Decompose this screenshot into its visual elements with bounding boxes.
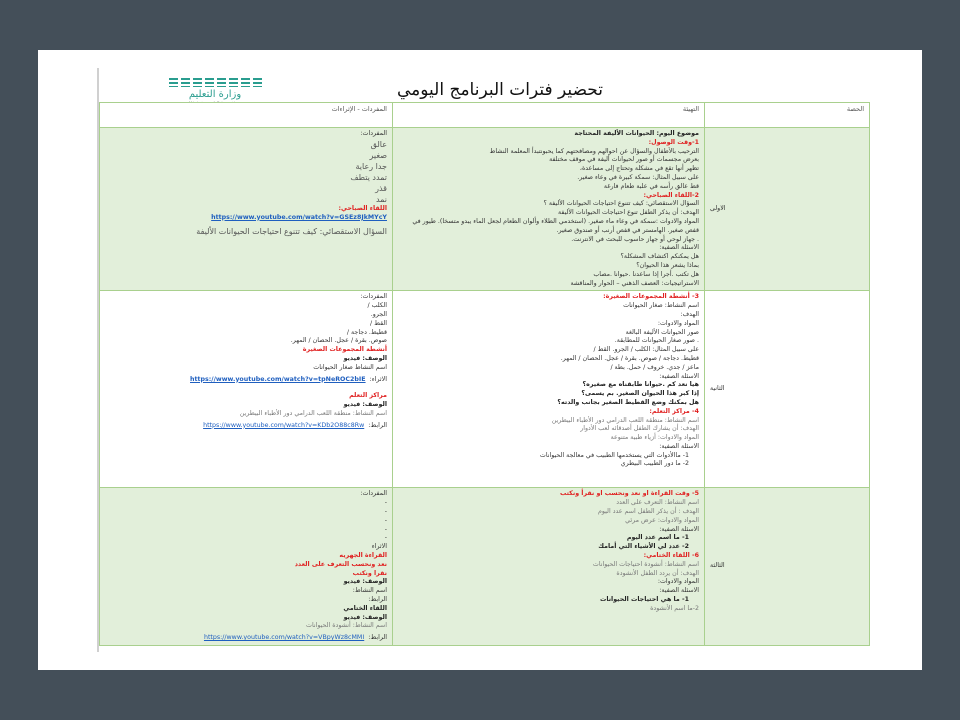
text-line: الهدف : أن يذكر الطفل اسم عدد اليوم	[597, 507, 699, 515]
warmup-cell	[393, 291, 705, 488]
enrich-label: الاثراء:	[369, 375, 387, 383]
video-link[interactable]: https://www.youtube.com/watch?v=KDb2O88c8Rw	[203, 421, 365, 429]
vocab-cell	[100, 291, 393, 488]
section-title: 1-وقت الوصول:	[648, 138, 699, 146]
period-cell: الاولى	[705, 128, 870, 291]
vocab-word: عالق	[370, 139, 387, 149]
text-line: المواد والادوات :سمكة في وعاء ماء صغير. (استخدمي الطلاء وألوان الطعام لجعل الماء يبدو متسخا). طيور في قفص صغير. الهامستر في قفص أرنب أو صندوق صغير.	[412, 217, 699, 234]
text-line: على سبيل المثال: الكلب / الجرو. القط /	[593, 346, 699, 354]
link-label: الرابط:	[368, 595, 387, 603]
vocab-word: الجرو.	[370, 310, 387, 318]
text-line: الترحيب بالأطفال والسؤال عن احوالهم ومصافحتهم كما يحبونتبدأ المعلمة النشاط	[489, 147, 699, 155]
text-line: على سبيل المثال: سمكة كبيرة في وعاء صغير.	[577, 173, 699, 181]
period-cell: الثالثة	[705, 488, 870, 646]
text-line: الاسئلة الصفية:	[659, 442, 699, 450]
vocab-label: المفردات:	[360, 293, 387, 301]
text-line: المواد والادوات:	[657, 319, 699, 327]
section-title: 6- اللقاء الختامي:	[643, 551, 699, 559]
vocab-word: الكلب /	[367, 302, 387, 310]
text-line: الاسئلة الصفية:	[659, 372, 699, 380]
table-header-row	[100, 103, 870, 128]
enrich-label: الاثراء	[371, 543, 387, 551]
text-line: المواد والادوات:	[657, 578, 699, 586]
warmup-cell	[393, 488, 705, 646]
vocab-cell	[100, 488, 393, 646]
text-line: . جهاز لوحي أو جهاز حاسوب للبحث في الانترنت.	[571, 235, 699, 243]
text-line: اسم النشاط: صغار الحيوانات	[623, 302, 699, 310]
section-title: اللقاء الختامي	[343, 604, 387, 612]
text-line: قطيط. دجاجة / صوص. بقرة / عجل. الحصان / المهر.	[560, 354, 699, 362]
list-item: 1- ما اسم عدد اليوم	[626, 534, 689, 542]
activity-name: اسم النشاط: أنشودة الحيوانات	[306, 622, 387, 630]
text-line: الاسئلة الصفية:	[659, 244, 699, 252]
topic: موضوع اليوم: الحيوانات الأليفة المحتاجة	[574, 130, 699, 137]
vocab-placeholder: -	[384, 507, 387, 515]
text-line: اسم النشاط: أنشودة احتياجات الحيوانات	[592, 560, 699, 568]
section-title: 2-اللقاء الصباحي:	[643, 191, 699, 199]
section-title: مراكز التعلم	[349, 392, 387, 400]
question-text: السؤال الاستقصائي: كيف تتنوع احتياجات الحيوانات الأليفة	[196, 227, 387, 237]
text-line: هيا نعد كم .حيوانا طابقناه مع صغيره؟	[582, 381, 699, 389]
link-label: الرابط:	[368, 634, 387, 642]
text-line: المواد والادوات: أزياء طبية متنوعة	[610, 434, 699, 442]
vocab-placeholder: -	[384, 516, 387, 524]
video-link[interactable]: https://www.youtube.com/watch?v=VBpyWz8cMMI	[203, 634, 365, 642]
text-line: ماعز / جدي. خروف / حمل. بطة /	[610, 363, 699, 371]
vocab-placeholder: -	[384, 534, 387, 542]
vocab-label: المفردات:	[360, 490, 387, 498]
section-title: أنشطة المجموعات الصغيرة	[302, 346, 387, 354]
text-line: الهدف: أن يردد الطفل الأنشودة	[616, 569, 699, 577]
list-item: 2- عدد لي الأشياء التي أمامك	[598, 543, 689, 551]
vocab-word: صغير	[369, 150, 387, 160]
text-line: المواد والادوات: عرض مرئي	[625, 516, 699, 524]
vocab-word: تمدد يتطف	[350, 172, 387, 182]
text-line: الاستراتيجيات: العصف الذهني – الحوار والمناقشة	[570, 279, 699, 287]
description: الوصف: فيديو	[343, 401, 387, 409]
plan-table	[99, 102, 870, 646]
section-title: اللقاء الصباحي:	[338, 204, 387, 212]
vocab-word: قذر	[375, 183, 387, 193]
text-line: إذا كبر هذا الحيوان الصغير. بم يسمى؟	[581, 390, 699, 398]
text-line: الهدف:	[680, 310, 699, 318]
activity-name: اسم النشاط: منطقة اللعب الدرامي دور الأطباء البيطرين	[239, 409, 387, 417]
text-line: بماذا يشعر هذا الحيوان؟	[636, 261, 699, 269]
text-line: قط عالق رأسه في علبة طعام فارغة	[603, 182, 699, 190]
text-line: الهدف: أن يذكر الطفل تنوع احتياجات الحيوانات الأليفة	[558, 209, 699, 217]
section-title: 5- وقت القراءة او نعد ونحسب او نقرأ ونكتب	[559, 490, 699, 498]
period-cell: الثانية	[705, 291, 870, 488]
vocab-word: القط /	[370, 319, 387, 327]
table-row	[100, 128, 870, 291]
text-line: اسم النشاط: التعرف على العدد	[616, 499, 699, 507]
section-title: 3- أنشطة المجموعات الصغيرة:	[603, 293, 699, 301]
header-vocab: المفردات - الإثراءات	[100, 103, 393, 128]
header-period: الحصة	[705, 103, 870, 128]
text-line: تظهر أنها تقع في مشكلة وتحتاج إلى مساعدة،	[579, 165, 699, 173]
text-line: اسم النشاط: منطقة اللعب الدرامي دور الأطباء البيطرين	[551, 416, 699, 424]
vocab-word: جدا رعاية	[355, 161, 387, 171]
text-line: صور الحيوانات الأليفة البالغة	[625, 328, 699, 336]
logo-mark-icon	[160, 78, 270, 87]
description: الوصف: فيديو	[343, 354, 387, 362]
text-line: هل بمكنك وضع القطيط الصغير بجانب والدته؟	[557, 398, 699, 406]
text-line: . صور صغار الحيوانات للمطابقة.	[614, 337, 699, 345]
text-line: هل تكتب .أجرا إذا ساعدنا .حيوانا .مصاب	[593, 270, 699, 278]
vocab-placeholder: -	[384, 499, 387, 507]
vocab-label: المفردات:	[360, 130, 387, 137]
vocab-word: قطيط. دجاجة /	[346, 328, 387, 336]
video-link[interactable]: https://www.youtube.com/watch?v=GSEz8JkMYcY	[211, 213, 387, 221]
logo-name: وزارة التعليم	[188, 89, 242, 100]
text-line: الاسئلة الصفية:	[659, 587, 699, 595]
section-title: نعد ونحسب التعرف على العدد	[294, 560, 387, 568]
section-title: نقرا ونكتب	[352, 569, 387, 577]
description: الوصف: فيديو	[343, 578, 387, 586]
document-title: تحضير فترات البرنامج اليومي	[396, 80, 604, 100]
list-item: 1- ماالأدوات التي يستخدمها الطبيب في معالجة الحيوانات	[539, 451, 689, 459]
table-row	[100, 488, 870, 646]
link-label: الرابط:	[368, 421, 387, 429]
activity-name: اسم النشاط صغار الحيوانات	[313, 363, 387, 371]
text-line: السؤال الاستقصائي: كيف تتنوع احتياجات الحيوانات الأليفة ؟	[543, 200, 699, 208]
text-line: هل يمكنكم اكتشاف المشكلة؟	[620, 253, 699, 261]
vocab-word: صوص. بقرة / عجل. الحصان / المهر.	[290, 337, 387, 345]
section-title: القراءة الجهريه	[339, 551, 387, 559]
vocab-word: نمد	[375, 194, 387, 204]
text-line: الهدف: أن يشارك الطفل أصدقائه لعب الأدوار	[580, 425, 699, 433]
text-line: بعرض مجسمات أو صور لحيوانات أليفة في موقف مختلفة	[549, 156, 699, 164]
list-item: 2-ما اسم الأنشودة	[650, 604, 699, 612]
warmup-cell	[393, 128, 705, 291]
section-title: 4- مراكز التعلم:	[649, 407, 699, 415]
vocab-placeholder: -	[384, 525, 387, 533]
text-line: الاسئلة الصفية:	[659, 525, 699, 533]
list-item: 2- ما دور الطبيب البيطري	[620, 460, 689, 468]
list-item: 1- ما هي احتياجات الحيوانات	[600, 595, 689, 603]
header-warmup: التهيئة	[393, 103, 705, 128]
vocab-cell	[100, 128, 393, 291]
description: الوصف: فيديو	[343, 613, 387, 621]
video-link[interactable]: https://www.youtube.com/watch?v=tpNeROC2bIE	[190, 375, 366, 383]
activity-name: اسم النشاط:	[352, 587, 387, 595]
table-row	[100, 291, 870, 488]
